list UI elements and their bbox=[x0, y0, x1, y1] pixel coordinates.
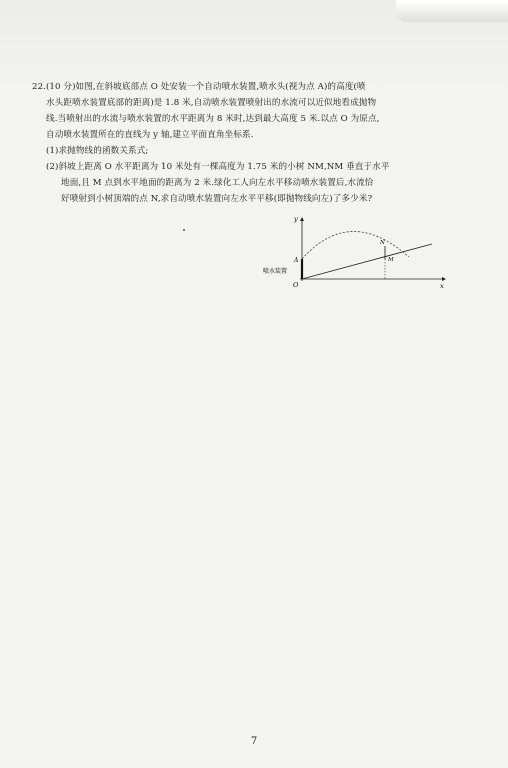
x-axis-arrow bbox=[442, 277, 446, 281]
device-label: 喷水装置 bbox=[263, 268, 288, 275]
point-a-label: A bbox=[294, 257, 299, 264]
question-line-3: 线.当喷射出的水流与喷水装置的水平距离为 8 米时,达到最大高度 5 米.以点 O 为原点, bbox=[46, 114, 380, 124]
question-part-2-line-1: (2)斜坡上距离 O 水平距离为 10 米处有一棵高度为 1.75 米的小树 NM,NM 垂直于水平 bbox=[46, 162, 390, 172]
point-m-label: M bbox=[388, 257, 394, 263]
question-line-2: 水头距喷水装置底部的距离)是 1.8 米,自动喷水装置喷射出的水流可以近似地看成抛物 bbox=[46, 98, 377, 108]
sprinkler-diagram bbox=[262, 213, 452, 291]
y-axis-label: y bbox=[294, 215, 298, 223]
x-axis-label: x bbox=[440, 282, 444, 290]
point-n-label: N bbox=[380, 240, 385, 246]
question-part-2-line-3: 好喷射到小树顶端的点 N,求自动喷水装置向左水平平移(即抛物线向左)了多少米? bbox=[61, 194, 373, 204]
page-number: 7 bbox=[250, 736, 258, 747]
question-part-1: (1)求抛物线的函数关系式; bbox=[46, 146, 149, 156]
slope-line bbox=[302, 244, 432, 279]
question-line-4: 自动喷水装置所在的直线为 y 轴,建立平面直角坐标系. bbox=[46, 130, 254, 140]
question-line-1: 22.(10 分)如图,在斜坡底部点 O 处安装一个自动喷水装置,喷水头(视为点 A)的高度(喷 bbox=[32, 82, 366, 92]
question-part-2-line-2: 地面,且 M 点到水平地面的距离为 2 米.绿化工人向左水平移动喷水装置后,水流恰 bbox=[61, 178, 374, 188]
y-axis-arrow bbox=[300, 217, 304, 221]
stray-mark bbox=[183, 229, 185, 231]
question-22 bbox=[32, 79, 462, 207]
origin-label: O bbox=[293, 281, 299, 289]
page-corner bbox=[396, 0, 508, 22]
